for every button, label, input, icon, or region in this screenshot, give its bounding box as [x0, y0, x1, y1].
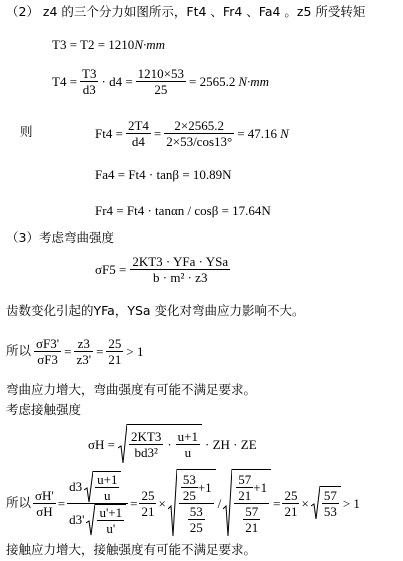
eq-ratioH-lhsnum: σH'	[35, 487, 54, 503]
eq-ratioF-num2: z3	[74, 336, 93, 352]
eq-sigmaF	[95, 254, 230, 285]
eq-ratioF-eq2: =	[96, 344, 104, 359]
eq-ratioH-big	[67, 471, 128, 536]
eq-ratioF-rhs: > 1	[126, 344, 144, 359]
eq-Ft4	[95, 118, 289, 149]
eq-ratioH-s2d: 21	[238, 488, 252, 503]
eq-ratioH-f1d: u	[104, 487, 111, 503]
eq-ratioH-pre: 所以	[6, 494, 32, 510]
eq-ratioH-eq3: =	[273, 495, 281, 511]
eq-sigmaF-lhs: σF5 =	[95, 262, 127, 277]
eq-T4-lhs: T4 =	[52, 74, 78, 89]
eq-Fa4: Fa4 = Ft4 · tanβ = 10.89N	[95, 167, 232, 182]
eq-Ft4-lhs: Ft4 =	[95, 126, 123, 141]
tooth-line: 齿数变化引起的YFa，YSa 变化对弯曲应力影响不大。	[6, 303, 305, 318]
eq-sigmaH-numb: u+1	[177, 429, 199, 444]
eq-ratioH-f2d: u'	[106, 520, 116, 536]
eq-ratioH-c1: 25	[141, 487, 155, 503]
sqrt-symbol	[223, 469, 232, 537]
eq-Ft4-unit: N	[280, 126, 289, 141]
eq-ratioH-s3d: 25	[189, 520, 203, 535]
contact-end-line: 接触应力增大，接触强度有可能不满足要求。	[6, 542, 257, 557]
eq-ratioH-s4n: 57	[245, 504, 259, 519]
eq-ratioF-den2: z3'	[76, 352, 92, 367]
eq-ratioH-s2n: 57	[238, 472, 252, 487]
eq-T4-num2: 1210×53	[137, 66, 184, 81]
eq-T4	[52, 66, 269, 97]
eq-ratioH-r2n: 57	[323, 488, 337, 503]
sqrt-symbol	[84, 471, 93, 503]
eq-ratioH-s3n: 53	[189, 504, 203, 519]
contact-title: 考虑接触强度	[6, 402, 82, 417]
eq-ratioH-c1d: 21	[141, 503, 155, 519]
eq-ratioH-r1d: 21	[284, 503, 298, 519]
eq-ratioH-rhs: > 1	[342, 495, 360, 511]
sqrt-symbol	[86, 504, 95, 536]
eq-ratioH-r2d: 53	[323, 504, 337, 519]
eq-ratioH-f2: u'+1	[99, 504, 123, 520]
eq-Ft4-rhs: = 47.16	[237, 126, 278, 141]
eq-ratioF-den1: σF3	[37, 352, 58, 367]
eq-ratioH-dnum: d3	[69, 479, 83, 494]
eq-ratioH-r1: 25	[284, 487, 298, 503]
eq-ratioF-num1: σF3'	[36, 336, 60, 351]
eq-T4-num1: T3	[82, 66, 97, 81]
eq-Ft4-num2: 2×2565.2	[164, 118, 234, 134]
eq-ratioH-eq2: =	[130, 495, 138, 511]
eq-Fr4: Fr4 = Ft4 · tanαn / cosβ = 17.64N	[95, 203, 271, 218]
eq-ratioH-eq1: =	[57, 495, 66, 511]
eq-sigmaH-tail: · ZH · ZE	[205, 436, 257, 452]
eq-T4-den2: 25	[154, 82, 168, 97]
eq-ratioH-s1n: 53	[182, 472, 196, 487]
eq-ratioF-num3: 25	[108, 336, 122, 351]
eq-T4-rhs: = 2565.2	[189, 74, 236, 89]
eq-sigmaH-num: 2KT3	[130, 429, 162, 444]
bend-line: 弯曲应力增大，弯曲强度有可能不满足要求。	[6, 382, 257, 397]
eq-T3-unit: N·mm	[134, 37, 166, 52]
eq-ratioH-lhsden: σH	[36, 503, 53, 519]
eq-ratioF-eq: =	[64, 344, 72, 359]
sqrt-symbol	[311, 486, 320, 520]
eq-ratioH-s4d: 21	[245, 520, 259, 535]
eq-sigmaF-num: 2KT3 · YFa · YSa	[132, 254, 229, 269]
header-line: （2） z4 的三个分力如图所示，Ft4 、Fr4 、Fa4 。z5 所受转矩	[6, 4, 366, 19]
ze-label: 则	[20, 124, 33, 139]
sqrt-symbol	[168, 469, 177, 537]
eq-T4-unit: N·mm	[238, 74, 270, 89]
eq-T3-lhs: T3 = T2 = 1210	[52, 37, 135, 52]
eq-ratioF-pre: 所以	[6, 343, 32, 359]
eq-Ft4-den1: d4	[131, 134, 145, 149]
eq-Ft4-den2: 2×53/cos13°	[166, 134, 233, 149]
eq-ratioH-dden: d3'	[69, 512, 85, 527]
eq-ratioF	[6, 336, 144, 367]
eq-sigmaH-lhs: σH =	[88, 436, 115, 452]
eq-Ft4-eq: =	[153, 126, 162, 141]
eq-ratioH: 所以 $\frac{\sigma H'}{\sigma H}$ = d3 u+1 u d3' u'+1 u' = $\frac{25}{21}$ × 53 25 +1 $\frac{53}{25}$ / 57 21 +1 $\frac{57}{21}$ = $\frac{25}{21}$ × 57 53 > 1	[6, 468, 360, 538]
eq-ratioH-f1: u+1	[97, 471, 118, 487]
eq-sigmaH-denb: u	[184, 445, 192, 460]
eq-T4-mid: · d4 =	[101, 74, 133, 89]
eq-sigmaF-den: b · m² · z3	[153, 270, 208, 285]
sqrt-symbol	[118, 424, 127, 464]
section3-title: （3）考虑弯曲强度	[6, 230, 114, 245]
eq-T4-den1: d3	[82, 82, 96, 97]
sqrt-sigmaH: $\frac{2KT3}{\text{bd3²}}$ · u+1 u	[118, 424, 202, 464]
eq-ratioH-s1d: 25	[182, 488, 196, 503]
eq-Ft4-num1: 2T4	[127, 118, 149, 133]
eq-sigmaH-den: bd3²	[134, 445, 158, 460]
eq-ratioF-den3: 21	[108, 352, 122, 367]
eq-sigmaH	[88, 424, 257, 464]
eq-T3	[52, 38, 165, 51]
